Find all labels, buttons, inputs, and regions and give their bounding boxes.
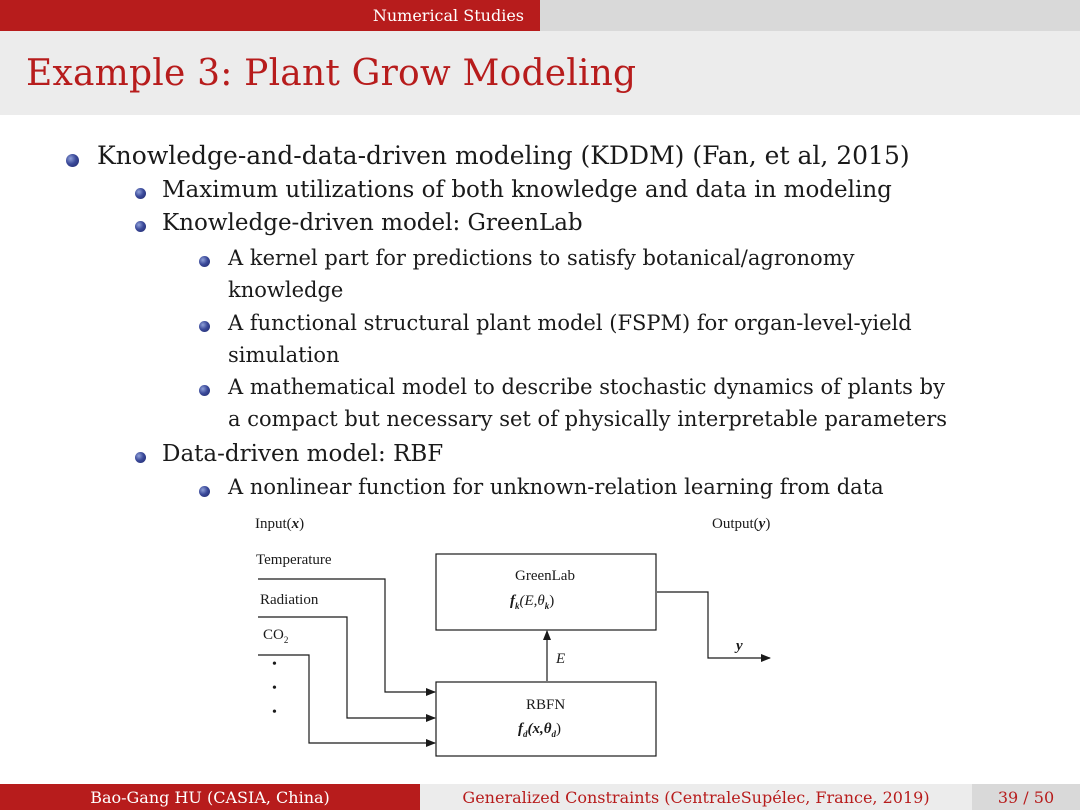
bullet-math-model-cont: a compact but necessary set of physically interpretable parameters bbox=[228, 407, 948, 431]
bullet-math-model: A mathematical model to describe stochastic dynamics of plants by bbox=[228, 375, 945, 399]
bullet-max-utilization: Maximum utilizations of both knowledge and data in modeling bbox=[162, 177, 892, 203]
footer-talk-title: Generalized Constraints (CentraleSupélec, France, 2019) bbox=[420, 784, 972, 810]
ellipsis-dot: • bbox=[272, 657, 277, 672]
output-label: Output(y) bbox=[712, 516, 771, 532]
bullet-fspm: A functional structural plant model (FSPM) for organ-level-yield bbox=[228, 311, 912, 335]
ellipsis-dot: • bbox=[272, 705, 277, 720]
nav-section-label[interactable]: Numerical Studies bbox=[0, 0, 540, 31]
ellipsis-dot: • bbox=[272, 681, 277, 696]
output-line bbox=[657, 592, 770, 658]
input-radiation: Radiation bbox=[260, 592, 319, 608]
e-label: E bbox=[556, 651, 566, 667]
bullet-fspm-cont: simulation bbox=[228, 343, 340, 367]
greenlab-formula: $f_k(E,\theta_k)$ bbox=[510, 593, 555, 611]
bullet-kddm: Knowledge-and-data-driven modeling (KDDM) (Fan, et al, 2015) bbox=[97, 141, 910, 170]
footer-author: Bao-Gang HU (CASIA, China) bbox=[0, 784, 420, 810]
greenlab-name: GreenLab bbox=[515, 568, 575, 584]
slide-title: Example 3: Plant Grow Modeling bbox=[26, 53, 637, 94]
bullet-kernel-part-cont: knowledge bbox=[228, 278, 344, 302]
input-co2: $CO_2$ bbox=[263, 627, 289, 645]
rbfn-box bbox=[436, 682, 656, 756]
rbfn-name: RBFN bbox=[526, 697, 566, 713]
greenlab-box bbox=[436, 554, 656, 630]
bullet-data-driven: Data-driven model: RBF bbox=[162, 441, 444, 467]
footer-bar bbox=[0, 784, 1080, 810]
bullet-kernel-part: A kernel part for predictions to satisfy botanical/agronomy bbox=[228, 246, 855, 270]
input-temperature: Temperature bbox=[256, 552, 332, 568]
input-label: Input(x) bbox=[255, 516, 305, 532]
bullet-knowledge-driven: Knowledge-driven model: GreenLab bbox=[162, 210, 583, 236]
rbfn-formula: $f_d(x,\theta_d)$ bbox=[518, 721, 562, 739]
footer-page-number: 39 / 50 bbox=[972, 784, 1080, 810]
bullet-nonlinear: A nonlinear function for unknown-relation learning from data bbox=[228, 475, 884, 499]
y-label: y bbox=[736, 638, 743, 654]
